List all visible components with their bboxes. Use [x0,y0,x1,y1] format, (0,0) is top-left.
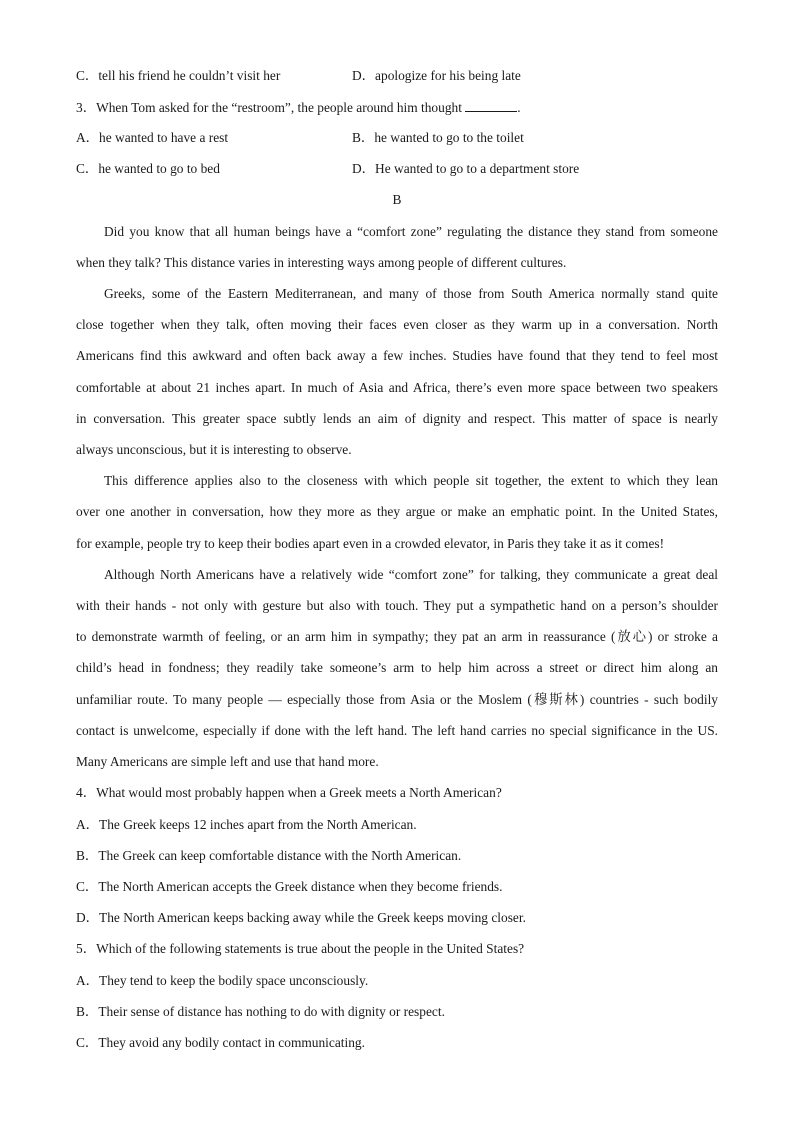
section-label: B [392,192,402,207]
q3-option-b: B．he wanted to go to the toilet [352,130,524,145]
q4-option-b: B．The Greek can keep comfortable distance with the North American. [76,848,462,863]
passage-line: Did you know that all human beings have a “comfort zone” regulating the distance they stand from someone [104,224,718,239]
q5-option-c: C．They avoid any bodily contact in communicating. [76,1035,365,1050]
passage-line: Americans find this awkward and often back away a few inches. Studies have found that they tend to feel most [76,348,718,363]
q3-option-d: D．He wanted to go to a department store [352,161,580,176]
q2-option-c: C．tell his friend he couldn’t visit her [76,68,281,83]
q3-stem-text: 3．When Tom asked for the “restroom”, the people around him thought [76,100,466,115]
passage-line: Although North Americans have a relatively wide “comfort zone” for talking, they communicate a great deal [104,567,718,582]
passage-line: This difference applies also to the closeness with which people sit together, the extent to which they lean [104,473,718,488]
q4-option-d: D．The North American keeps backing away while the Greek keeps moving closer. [76,910,526,925]
q3-stem [76,97,521,118]
passage-line: when they talk? This distance varies in interesting ways among people of different cultures. [76,255,567,270]
q5-option-a: A．They tend to keep the bodily space unconsciously. [76,973,369,988]
passage-line: with their hands - not only with gesture but also with touch. They put a sympathetic hand on a person’s shoulder [76,598,718,613]
q5-option-b: B．Their sense of distance has nothing to do with dignity or respect. [76,1004,445,1019]
q3-option-a: A．he wanted to have a rest [76,130,229,145]
passage-line: contact is unwelcome, especially if done with the left hand. The left hand carries no special significance in the US. [76,723,718,738]
q4-option-c: C．The North American accepts the Greek distance when they become friends. [76,879,503,894]
passage-line: for example, people try to keep their bodies apart even in a crowded elevator, in Paris they take it as it comes! [76,536,665,551]
passage-line: Many Americans are simple left and use that hand more. [76,754,379,769]
answer-blank [465,97,517,112]
passage-line: unfamiliar route. To many people — especially those from Asia or the Moslem (穆斯林) countries - such bodily [76,692,718,707]
q5-stem: 5．Which of the following statements is true about the people in the United States? [76,941,525,956]
passage-line: comfortable at about 21 inches apart. In much of Asia and Africa, there’s even more space between two speakers [76,380,718,395]
passage-line: over one another in conversation, how they more as they argue or make an emphatic point. In the United States, [76,504,718,519]
q3-option-c: C．he wanted to go to bed [76,161,220,176]
q2-option-d: D．apologize for his being late [352,68,521,83]
passage-line: child’s head in fondness; they readily take someone’s arm to help him across a street or direct him along an [76,660,718,675]
q4-option-a: A．The Greek keeps 12 inches apart from the North American. [76,817,417,832]
passage-line: to demonstrate warmth of feeling, or an arm him in sympathy; they pat an arm in reassurance (放心) or stroke a [76,629,718,644]
passage-line: Greeks, some of the Eastern Mediterranean, and many of those from South America normally stand quite [104,286,718,301]
passage-line: in conversation. This greater space subtly lends an aim of dignity and respect. This matter of space is nearly [76,411,718,426]
passage-line: always unconscious, but it is interesting to observe. [76,442,352,457]
passage-line: close together when they talk, often moving their faces even closer as they warm up in a conversation. North [76,317,718,332]
q3-stem-end: . [517,100,521,115]
q4-stem: 4．What would most probably happen when a Greek meets a North American? [76,785,502,800]
